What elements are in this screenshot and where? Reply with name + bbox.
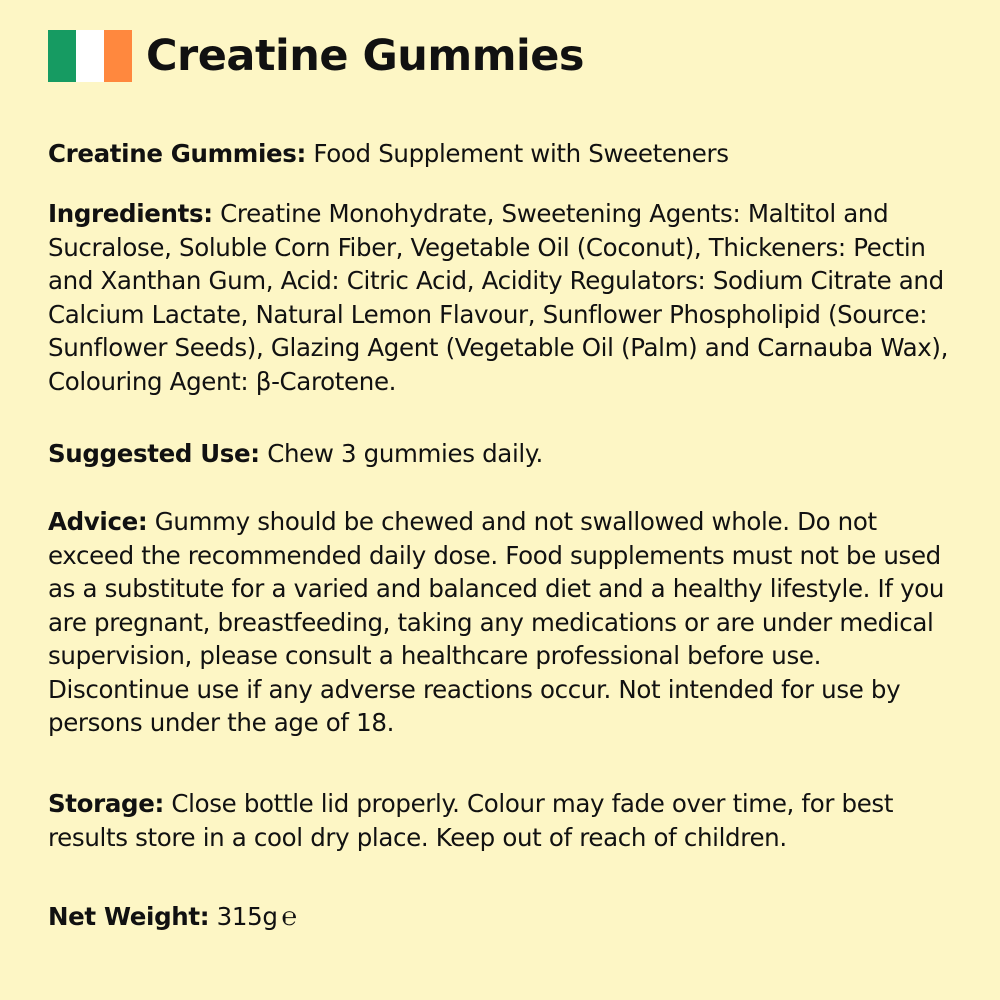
suggested-use-section bbox=[48, 437, 968, 471]
suggested-use-label: Suggested Use: bbox=[48, 439, 260, 468]
storage-section bbox=[48, 787, 968, 854]
product-label: Creatine Gummies: bbox=[48, 139, 306, 168]
advice-label: Advice: bbox=[48, 507, 148, 536]
ingredients-section bbox=[48, 197, 968, 398]
ingredients-label: Ingredients: bbox=[48, 199, 213, 228]
ireland-flag-icon bbox=[48, 30, 132, 82]
product-description bbox=[48, 137, 968, 171]
storage-label: Storage: bbox=[48, 789, 164, 818]
storage-text: Close bottle lid properly. Colour may fade over time, for best results store in a cool dry place. Keep out of reach of children. bbox=[48, 789, 894, 852]
suggested-use-text: Chew 3 gummies daily. bbox=[259, 439, 543, 468]
header bbox=[48, 30, 584, 82]
advice-section bbox=[48, 505, 968, 740]
ingredients-text: Creatine Monohydrate, Sweetening Agents: Maltitol and Sucralose, Soluble Corn Fiber, Vegetable Oil (Coconut), Thickeners: Pectin and Xanthan Gum, Acid: Citric Acid, Acidity Regulators: Sodium Citrate and Calcium Lactate, Natural Lemon Flavour, Sunflower Phospholipid (Source: Sunflower Seeds), Glazing Agent (Vegetable Oil (Palm) and Carnauba Wax), Colouring Agent: β-Carotene. bbox=[48, 199, 949, 396]
flag-white-band bbox=[76, 30, 104, 82]
estimated-sign-icon: ℮ bbox=[281, 902, 297, 932]
net-weight-section bbox=[48, 900, 968, 935]
advice-text: Gummy should be chewed and not swallowed whole. Do not exceed the recommended daily dose. Food supplements must not be used as a substitute for a varied and balanced diet and a healthy lifestyle. If you are pregnant, breastfeeding, taking any medications or are under medical supervision, please consult a healthcare professional before use. Discontinue use if any adverse reactions occur. Not intended for use by persons under the age of 18. bbox=[48, 507, 945, 737]
net-weight-text: 315g bbox=[209, 902, 278, 931]
net-weight-label: Net Weight: bbox=[48, 902, 210, 931]
page-title: Creatine Gummies bbox=[146, 30, 584, 81]
flag-green-band bbox=[48, 30, 76, 82]
flag-orange-band bbox=[104, 30, 132, 82]
product-text: Food Supplement with Sweeteners bbox=[305, 139, 729, 168]
